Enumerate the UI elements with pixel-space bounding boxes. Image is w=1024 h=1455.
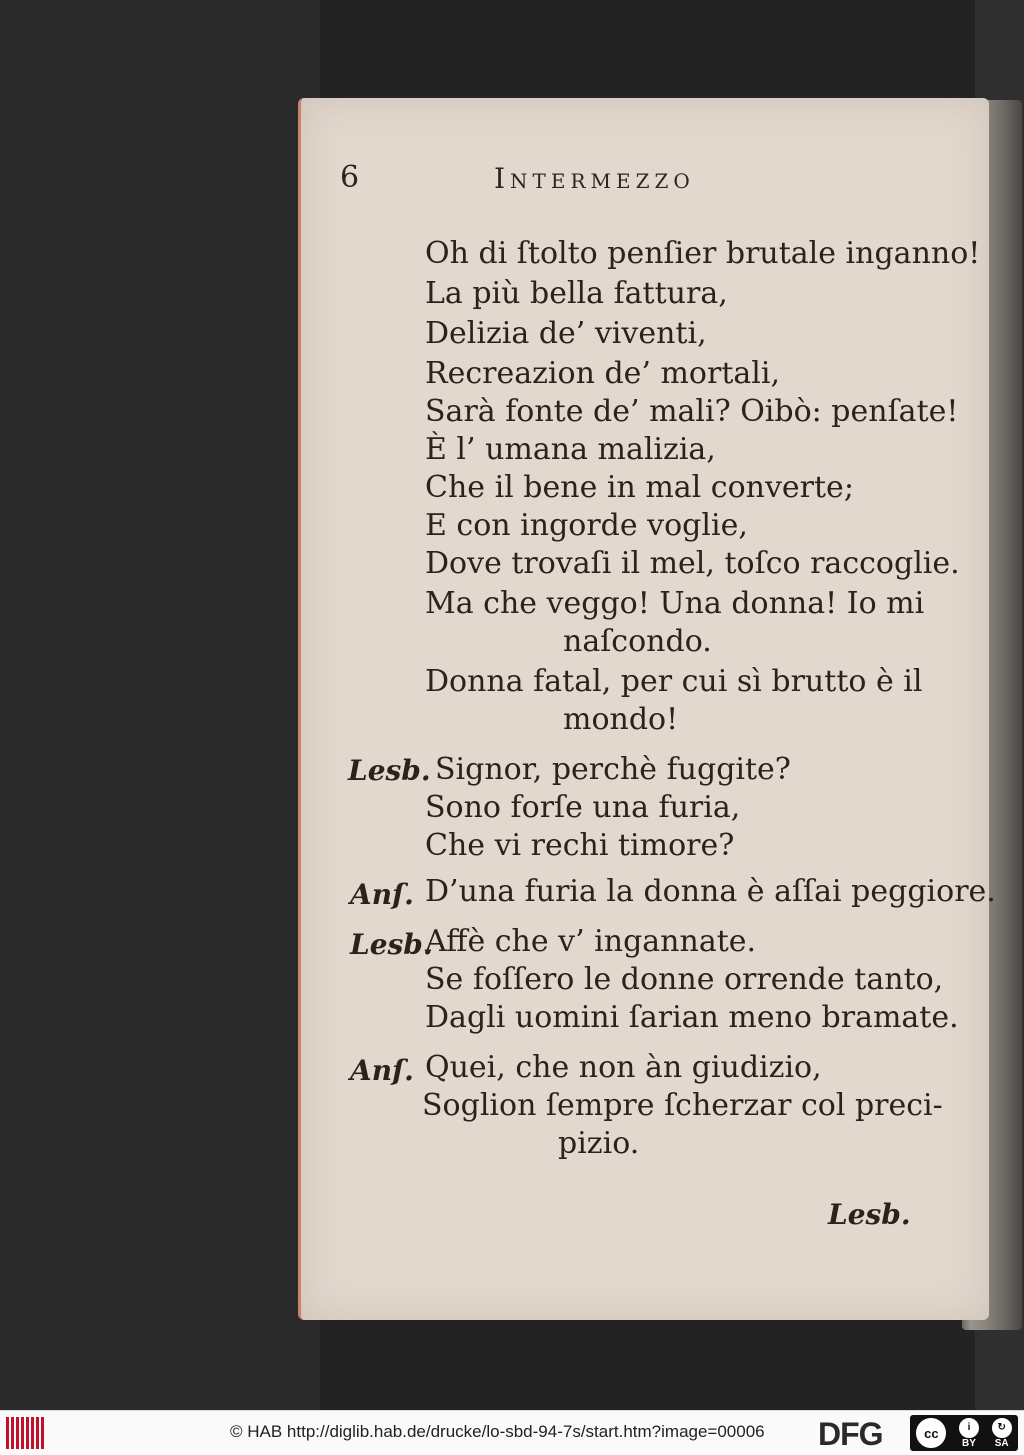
text-line: Recreazion de’ mortali, (425, 356, 780, 391)
speaker-label: Lesb. (350, 928, 433, 961)
running-head: Intermezzo (494, 162, 695, 195)
attribution-icon: i (959, 1418, 979, 1438)
speaker-label: Anſ. (350, 1054, 414, 1087)
text-line: Quei, che non àn giudizio, (425, 1050, 822, 1085)
catchword: Lesb. (828, 1198, 911, 1231)
text-line: Dagli uomini ſarian meno bramate. (425, 1000, 959, 1035)
license-sa-label: SA (994, 1437, 1009, 1449)
text-line: Sarà fonte de’ mali? Oibò: penſate! (425, 394, 959, 429)
footer-credit-link[interactable]: © HAB http://diglib.hab.de/drucke/lo-sbd-94-7s/start.htm?image=00006 (230, 1422, 765, 1441)
text-line: Sono forſe una furia, (425, 790, 741, 825)
text-line: Delizia de’ viventi, (425, 316, 707, 351)
text-line: Ma che veggo! Una donna! Io mi (425, 586, 925, 621)
text-line: pizio. (558, 1126, 640, 1161)
text-line: Che il bene in mal converte; (425, 470, 854, 505)
text-line: Signor, perchè fuggite? (435, 752, 791, 787)
share-alike-icon: ↻ (992, 1418, 1012, 1438)
text-line: mondo! (563, 702, 679, 737)
text-line: Oh di ſtolto penſier brutale inganno! (425, 236, 981, 271)
scan-background-left (0, 0, 320, 1410)
cc-icon: cc (916, 1418, 946, 1448)
speaker-label: Anſ. (350, 878, 414, 911)
text-line: La più bella fattura, (425, 276, 728, 311)
library-barcode-icon (6, 1417, 46, 1449)
text-line: D’una furia la donna è aſſai peggiore. (425, 874, 996, 909)
page-number: 6 (340, 160, 360, 195)
text-line: Affè che v’ ingannate. (425, 924, 757, 959)
text-line: Che vi rechi timore? (425, 828, 735, 863)
dfg-logo: DFG (818, 1416, 883, 1452)
cc-license-badge[interactable] (910, 1415, 1018, 1451)
text-line: È l’ umana malizia, (425, 432, 716, 467)
speaker-label: Lesb. (348, 754, 431, 787)
text-line: Dove trovaſi il mel, toſco raccoglie. (425, 546, 960, 581)
text-line: Soglion ſempre ſcherzar col preci- (422, 1088, 943, 1123)
footer-bar (0, 1410, 1024, 1455)
license-by-label: BY (962, 1437, 976, 1449)
text-line: Se foſſero le donne orrende tanto, (425, 962, 944, 997)
text-line: E con ingorde voglie, (425, 508, 748, 543)
text-line: Donna fatal, per cui sì brutto è il (425, 664, 923, 699)
text-line: naſcondo. (563, 624, 712, 659)
